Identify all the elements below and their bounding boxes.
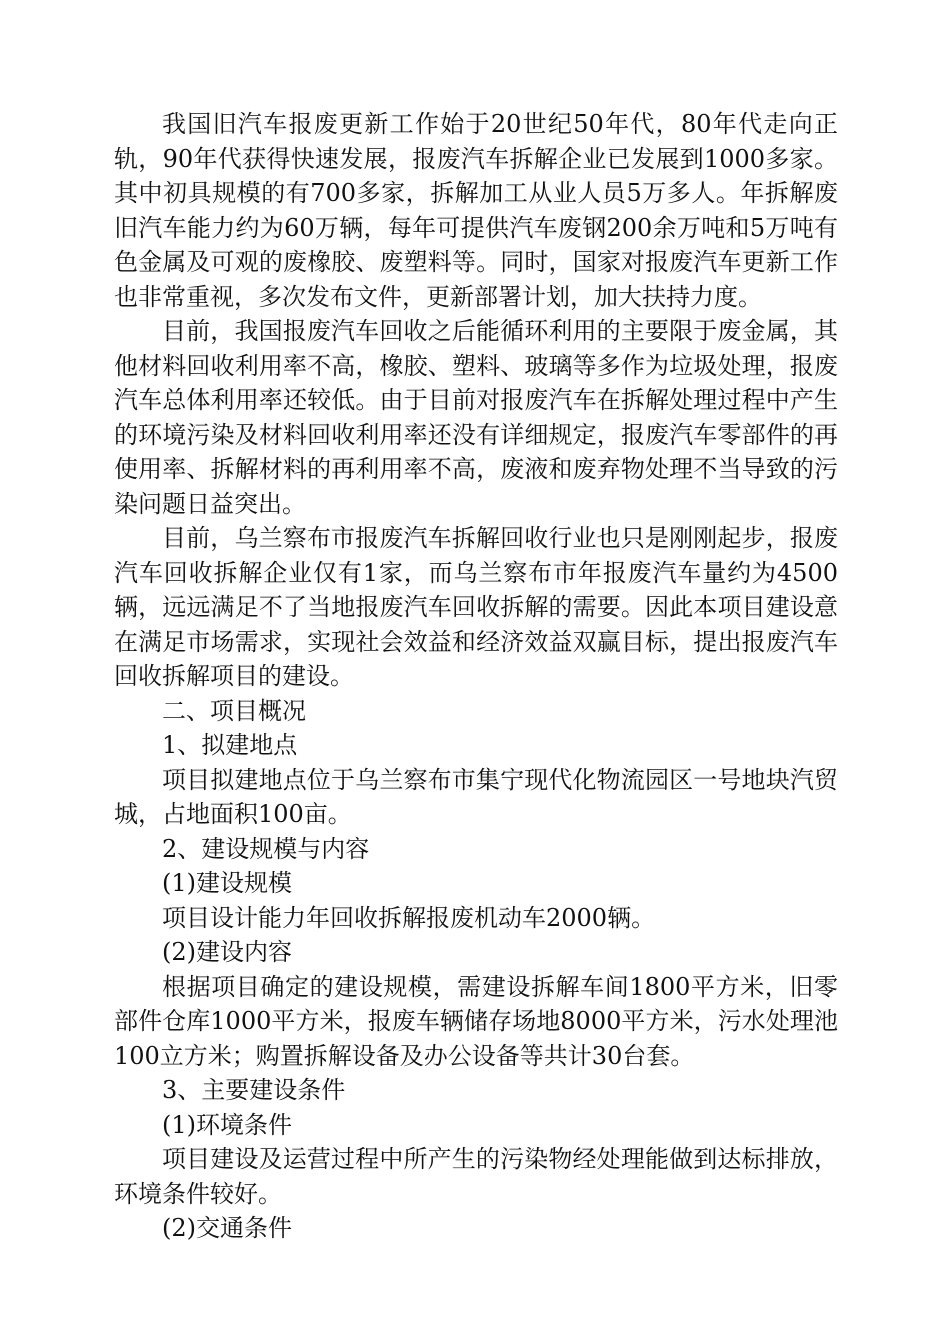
subheading-environment: (1)环境条件 [162, 1110, 292, 1139]
paragraph-scale: 项目设计能力年回收拆解报废机动车2000辆。 [162, 903, 656, 932]
paragraph-location: 项目拟建地点位于乌兰察布市集宁现代化物流园区一号地块汽贸城，占地面积100亩。 [114, 765, 838, 828]
document-body [114, 107, 838, 1246]
section-heading-overview: 二、项目概况 [162, 696, 306, 725]
subheading-scale-content: 2、建设规模与内容 [162, 834, 370, 863]
subheading-transport: (2)交通条件 [162, 1214, 292, 1242]
subheading-conditions: 3、主要建设条件 [162, 1076, 346, 1104]
paragraph-current-status: 目前，我国报废汽车回收之后能循环利用的主要限于废金属，其他材料回收利用率不高，橡胶、塑料、玻璃等多作为垃圾处理，报废汽车总体利用率还较低。由于目前对报废汽车在拆解处理过程中产生的环境污染及材料回收利用率还没有详细规定，报废汽车零部件的再使用率、拆解材料的再利用率不高，废液和废弃物处理不当导致的污染问题日益突出。 [114, 317, 838, 518]
paragraph-environment: 项目建设及运营过程中所产生的污染物经处理能做到达标排放，环境条件较好。 [114, 1145, 838, 1208]
subheading-content: (2)建设内容 [162, 938, 292, 966]
paragraph-content: 根据项目确定的建设规模，需建设拆解车间1800平方米，旧零部件仓库1000平方米，报废车辆储存场地8000平方米，污水处理池100立方米；购置拆解设备及办公设备等共计30台套。 [114, 972, 838, 1070]
subheading-scale: (1)建设规模 [162, 869, 292, 897]
paragraph-local-situation: 目前，乌兰察布市报废汽车拆解回收行业也只是刚刚起步，报废汽车回收拆解企业仅有1家，而乌兰察布市年报废汽车量约为4500辆，远远满足不了当地报废汽车回收拆解的需要。因此本项目建设意在满足市场需求，实现社会效益和经济效益双赢目标，提出报废汽车回收拆解项目的建设。 [114, 524, 838, 690]
paragraph-history: 我国旧汽车报废更新工作始于20世纪50年代，80年代走向正轨，90年代获得快速发展，报废汽车拆解企业已发展到1000多家。其中初具规模的有700多家，拆解加工从业人员5万多人。年拆解废旧汽车能力约为60万辆，每年可提供汽车废钢200余万吨和5万吨有色金属及可观的废橡胶、废塑料等。同时，国家对报废汽车更新工作也非常重视，多次发布文件，更新部署计划，加大扶持力度。 [114, 110, 838, 311]
subheading-location: 1、拟建地点 [162, 731, 298, 759]
